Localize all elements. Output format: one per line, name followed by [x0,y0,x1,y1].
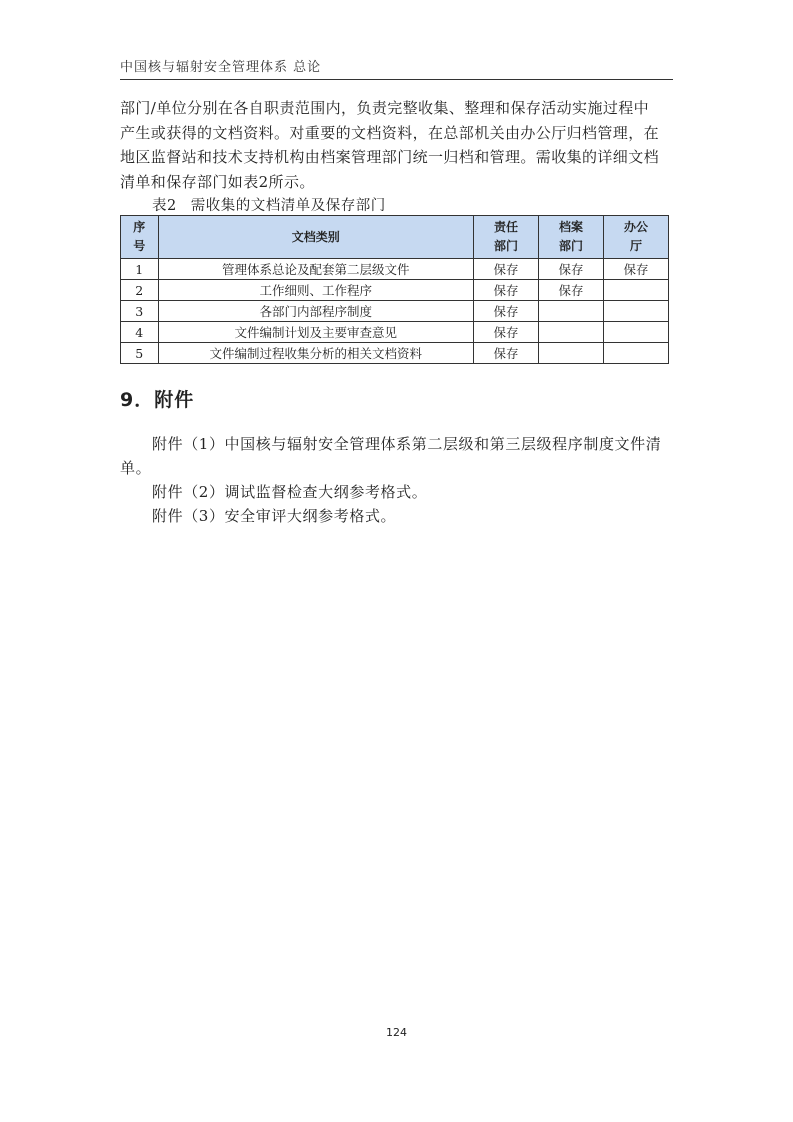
page-number: 124 [386,1026,407,1039]
cell-office [603,322,668,343]
attachment-item-1: 附件（1）中国核与辐射安全管理体系第二层级和第三层级程序制度文件清 [152,435,662,453]
document-list-table [120,215,669,364]
table-row [121,322,669,343]
cell-office [603,280,668,301]
table-row [121,301,669,322]
header-no: 序 号 [121,216,159,259]
running-header [120,56,673,80]
cell-responsible: 保存 [473,259,538,280]
intro-paragraph [120,96,673,194]
table-row [121,259,669,280]
cell-responsible: 保存 [473,343,538,364]
header-office: 办公 厅 [603,216,668,259]
cell-no: 4 [121,322,159,343]
cell-office [603,301,668,322]
cell-no: 1 [121,259,159,280]
header-responsible-dept: 责任 部门 [473,216,538,259]
attachment-item-2: 附件（2）调试监督检查大纲参考格式。 [152,483,428,501]
intro-line: 地区监督站和技术支持机构由档案管理部门统一归档和管理。需收集的详细文档 [120,148,660,166]
cell-office: 保存 [603,259,668,280]
header-category: 文档类别 [158,216,473,259]
table-row [121,343,669,364]
table-caption-title: 需收集的文档清单及保存部门 [190,198,386,214]
cell-archive [538,301,603,322]
intro-line: 清单和保存部门如表2所示。 [120,172,315,191]
cell-responsible: 保存 [473,280,538,301]
cell-archive [538,322,603,343]
cell-no: 2 [121,280,159,301]
attachment-item-1-cont: 单。 [120,459,152,477]
cell-category: 各部门内部程序制度 [158,301,473,322]
cell-archive: 保存 [538,280,603,301]
cell-archive: 保存 [538,259,603,280]
header-title: 中国核与辐射安全管理体系 总论 [120,60,322,75]
cell-no: 5 [121,343,159,364]
section-heading: 9．附件 [120,389,195,411]
intro-line: 产生或获得的文档资料。对重要的文档资料，在总部机关由办公厅归档管理，在 [120,123,660,142]
cell-no: 3 [121,301,159,322]
cell-category: 工作细则、工作程序 [158,280,473,301]
cell-category: 文件编制计划及主要审查意见 [158,322,473,343]
table-caption-number: 表2 [152,198,177,214]
cell-responsible: 保存 [473,301,538,322]
cell-category: 文件编制过程收集分析的相关文档资料 [158,343,473,364]
attachment-item-3: 附件（3）安全审评大纲参考格式。 [152,507,397,525]
cell-archive [538,343,603,364]
table-caption [152,194,386,215]
table-header-row [121,216,669,259]
table-row [121,280,669,301]
cell-office [603,343,668,364]
header-archive-dept: 档案 部门 [538,216,603,259]
cell-category: 管理体系总论及配套第二层级文件 [158,259,473,280]
intro-line: 部门/单位分别在各自职责范围内，负责完整收集、整理和保存活动实施过程中 [120,99,650,117]
attachment-list [120,432,673,528]
cell-responsible: 保存 [473,322,538,343]
